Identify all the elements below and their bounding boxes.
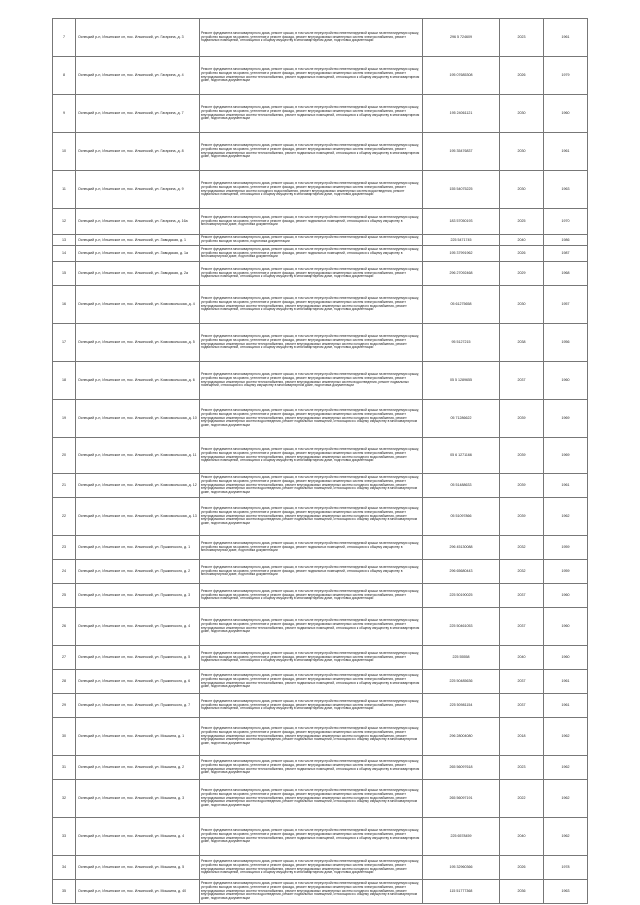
built-year-cell: 1961 — [544, 133, 588, 171]
address-cell: Оспецкий р-н, Ильинское сп, пос. Ильинский, ул. Комсомольская, д. 5 — [76, 324, 200, 362]
year-cell: 2032 — [500, 560, 544, 584]
year-cell: 2037 — [500, 362, 544, 400]
address-cell: Оспецкий р-н, Ильинское сп, пос. Ильинский, ул. Гагарина, д. 16а — [76, 209, 200, 235]
built-year-cell: 1956 — [544, 324, 588, 362]
works-cell: Ремонт фундамента многоквартирного дома, ремонт крыши, в том числе переустройство невентилируемой крыши на вентилируемую крышу, устройство выходов на кровлю, утепление и ремонт фасада, ремонт внутридомовых инженерных систем электроснабжения, ремонт внутридомовых инженерных систем теплоснабжения, ремонт подвальных помещений, относящихся к общему имуществу в многоквартирном доме, подготовка документации — [200, 95, 423, 133]
row-number: 17 — [53, 324, 76, 362]
table-body — [53, 19, 588, 904]
works-cell: Ремонт фундамента многоквартирного дома, ремонт крыши, в том числе переустройство невентилируемой крыши на вентилируемую крышу, устройство выходов на кровлю, утепление и ремонт фасада, ремонт внутридомовых инженерных систем электроснабжения, ремонт внутридомовых инженерных систем теплоснабжения, ремонт подвальных помещений, относящихся к общему имуществу в многоквартирном доме, подготовка документации — [200, 818, 423, 856]
table-row — [53, 880, 588, 904]
table-row — [53, 400, 588, 438]
table-row — [53, 324, 588, 362]
built-year-cell: 1961 — [544, 19, 588, 57]
works-cell: Ремонт фундамента многоквартирного дома, ремонт крыши, в том числе переустройство невентилируемой крыши на вентилируемую крышу, устройство выходов на кровлю, утепление и ремонт фасада, ремонт внутридомовых инженерных систем электроснабжения, ремонт внутридомовых инженерных систем теплоснабжения, ремонт внутридомовых инженерных систем водоотведения, ремонт подвальных помещений, относящихся к общему имуществу в многоквартирном доме, подготовка документации — [200, 362, 423, 400]
built-year-cell: 1979 — [544, 57, 588, 95]
address-cell: Оспецкий р-н, Ильинское сп, пос. Ильинский, ул. Мошкина, д. 2 — [76, 756, 200, 780]
cost-cell: 195 32960366 — [423, 856, 500, 880]
works-cell: Ремонт фундамента многоквартирного дома, ремонт крыши, в том числе переустройство невентилируемой крыши на вентилируемую крышу, устройство выходов на кровлю, утепление и ремонт фасада, ремонт внутридомовых инженерных систем электроснабжения, ремонт подвальных помещений, относящихся к общему имуществу в многоквартирном доме, подготовка документации — [200, 584, 423, 608]
address-cell: Оспецкий р-н, Ильинское сп, пос. Ильинский, ул. Гагарина, д. 4 — [76, 57, 200, 95]
row-number: 20 — [53, 438, 76, 474]
row-number: 31 — [53, 756, 76, 780]
address-cell: Оспецкий р-н, Ильинское сп, пос. Ильинский, ул. Пушкинского, д. 6 — [76, 670, 200, 694]
built-year-cell: 1961 — [544, 670, 588, 694]
works-cell: Ремонт фундамента многоквартирного дома, ремонт крыши, в том числе переустройство невентилируемой крыши на вентилируемую крышу, устройство выходов на кровлю, утепление и ремонт фасада, ремонт подвальных помещений, относящихся к общему имуществу в многоквартирном доме, подготовка документации — [200, 209, 423, 235]
table-row — [53, 262, 588, 286]
table-row — [53, 646, 588, 670]
year-cell: 2022 — [500, 780, 544, 818]
address-cell: Оспецкий р-н, Ильинское сп, пос. Ильинский, ул. Мошкина, д. 3 — [76, 780, 200, 818]
works-cell: Ремонт фундамента многоквартирного дома, ремонт крыши, в том числе переустройство невентилируемой крыши на вентилируемую крышу, устройство выходов на кровлю, утепление и ремонт фасада, ремонт внутридомовых инженерных систем электроснабжения, ремонт внутридомовых инженерных систем теплоснабжения, ремонт внутридомовых инженерных систем холодного водоснабжения, ремонт внутридомовых инженерных систем водоотведения, ремонт подвальных помещений, относящихся к общему имуществу в многоквартирном доме, подготовка документации — [200, 474, 423, 498]
address-cell: Оспецкий р-н, Ильинское сп, пос. Ильинский, ул. Пушкинского, д. 3 — [76, 584, 200, 608]
address-cell: Оспецкий р-н, Ильинское сп, пос. Ильинский, ул. Мошкина, д. 40 — [76, 880, 200, 904]
row-number: 11 — [53, 171, 76, 209]
cost-cell: 95 5127215 — [423, 324, 500, 362]
year-cell: 2039 — [500, 400, 544, 438]
built-year-cell: 1962 — [544, 780, 588, 818]
table-row — [53, 780, 588, 818]
year-cell: 2032 — [500, 536, 544, 560]
works-cell: Ремонт фундамента многоквартирного дома, ремонт крыши, в том числе переустройство невентилируемой крыши на вентилируемую крышу, устройство выходов на кровлю, утепление и ремонт фасада, ремонт подвальных помещений, относящихся к общему имуществу в многоквартирном доме, подготовка документации — [200, 536, 423, 560]
table-row — [53, 756, 588, 780]
cost-cell: 296 28004080 — [423, 718, 500, 756]
year-cell: 2026 — [500, 246, 544, 262]
works-cell: Ремонт фундамента многоквартирного дома, ремонт крыши, в том числе переустройство невентилируемой крыши на вентилируемую крышу, устройство выходов на кровлю, утепление и ремонт фасада, ремонт внутридомовых инженерных систем электроснабжения, ремонт внутридомовых инженерных систем холодного водоснабжения, ремонт внутридомовых инженерных систем водоотведения, ремонт подвальных помещений, относящихся к общему имуществу в многоквартирном доме, подготовка документации — [200, 171, 423, 209]
year-cell: 2018 — [500, 718, 544, 756]
row-number: 15 — [53, 262, 76, 286]
table-row — [53, 498, 588, 536]
table-row — [53, 133, 588, 171]
row-number: 32 — [53, 780, 76, 818]
cost-cell: 05 51097866 — [423, 498, 500, 536]
address-cell: Оспецкий р-н, Ильинское сп, пос. Ильинский, ул. Комсомольская, д. 12 — [76, 474, 200, 498]
address-cell: Оспецкий р-н, Ильинское сп, пос. Ильинский, ул. Комсомольская, д. 4 — [76, 286, 200, 324]
works-cell: Ремонт фундамента многоквартирного дома, ремонт крыши, в том числе переустройство невентилируемой крыши на вентилируемую крышу, устройство выходов на кровлю, утепление и ремонт фасада, ремонт подвальных помещений, относящихся к общему имуществу в многоквартирном доме, подготовка документации — [200, 560, 423, 584]
cost-cell: 225 6578459 — [423, 818, 500, 856]
cost-cell: 195 35476837 — [423, 133, 500, 171]
table-row — [53, 246, 588, 262]
table-row — [53, 57, 588, 95]
address-cell: Оспецкий р-н, Ильинское сп, пос. Ильинский, ул. Пушкинского, д. 1 — [76, 536, 200, 560]
address-cell: Оспецкий р-н, Ильинское сп, пос. Ильинский, ул. Пушкинского, д. 2 — [76, 560, 200, 584]
works-cell: Ремонт фундамента многоквартирного дома, ремонт крыши, в том числе переустройство невентилируемой крыши на вентилируемую крышу, устройство выходов на кровлю, утепление и ремонт фасада, ремонт внутридомовых инженерных систем электроснабжения, ремонт подвальных помещений, относящихся к общему имуществу в многоквартирном доме, подготовка документации — [200, 262, 423, 286]
built-year-cell: 1969 — [544, 438, 588, 474]
row-number: 8 — [53, 57, 76, 95]
address-cell: Оспецкий р-н, Ильинское сп, пос. Ильинский, ул. Гагарина, д. 9 — [76, 171, 200, 209]
year-cell: 2037 — [500, 584, 544, 608]
year-cell: 2036 — [500, 880, 544, 904]
year-cell: 2037 — [500, 694, 544, 718]
row-number: 28 — [53, 670, 76, 694]
row-number: 25 — [53, 584, 76, 608]
year-cell: 2039 — [500, 498, 544, 536]
cost-cell: 225 50485636 — [423, 670, 500, 694]
works-cell: Ремонт фундамента многоквартирного дома, ремонт крыши, в том числе переустройство невентилируемой крыши на вентилируемую крышу, устройство выходов на кровлю, утепление и ремонт фасада, ремонт внутридомовых инженерных систем электроснабжения, ремонт внутридомовых инженерных систем теплоснабжения, ремонт внутридомовых инженерных систем холодного водоснабжения, ремонт внутридомовых инженерных систем водоотведения, ремонт подвальных помещений, относящихся к общему имуществу в многоквартирном доме, подготовка документации — [200, 880, 423, 904]
cost-cell: 05 71286622 — [423, 400, 500, 438]
year-cell: 2023 — [500, 756, 544, 780]
cost-cell: 265 56097191 — [423, 780, 500, 818]
built-year-cell: 1959 — [544, 560, 588, 584]
row-number: 26 — [53, 608, 76, 646]
works-cell: Ремонт фундамента многоквартирного дома, ремонт крыши, в том числе переустройство невентилируемой крыши на вентилируемую крышу, устройство выходов на кровлю, утепление и ремонт фасада, ремонт внутридомовых инженерных систем электроснабжения, ремонт подвальных помещений, относящихся к общему имуществу в многоквартирном доме, подготовка документации — [200, 646, 423, 670]
built-year-cell: 1962 — [544, 718, 588, 756]
address-cell: Оспецкий р-н, Ильинское сп, пос. Ильинский, ул. Заводская, д. 1а — [76, 246, 200, 262]
year-cell: 2023 — [500, 19, 544, 57]
built-year-cell: 1962 — [544, 818, 588, 856]
table-row — [53, 856, 588, 880]
row-number: 27 — [53, 646, 76, 670]
cost-cell: 296 27092468 — [423, 262, 500, 286]
works-cell: Ремонт фундамента многоквартирного дома, ремонт крыши, в том числе переустройство невентилируемой крыши на вентилируемую крышу, устройство выходов на кровлю, утепление и ремонт фасада, ремонт внутридомовых инженерных систем электроснабжения, ремонт внутридомовых инженерных систем теплоснабжения, ремонт внутридомовых инженерных систем холодного водоснабжения, ремонт подвальных помещений, относящихся к общему имуществу в многоквартирном доме, подготовка документации — [200, 286, 423, 324]
table-row — [53, 536, 588, 560]
table-row — [53, 694, 588, 718]
row-number: 35 — [53, 880, 76, 904]
works-cell: Ремонт фундамента многоквартирного дома, ремонт крыши, в том числе переустройство невентилируемой крыши на вентилируемую крышу, устройство выходов на кровлю, утепление и ремонт фасада, ремонт внутридомовых инженерных систем электроснабжения, ремонт внутридомовых инженерных систем теплоснабжения, ремонт внутридомовых инженерных систем холодного водоснабжения, ремонт подвальных помещений, относящихся к общему имуществу в многоквартирном доме, подготовка документации — [200, 324, 423, 362]
cost-cell: 195 37991962 — [423, 246, 500, 262]
cost-cell: 225 50461053 — [423, 608, 500, 646]
address-cell: Оспецкий р-н, Ильинское сп, пос. Ильинский, ул. Мошкина, д. 4 — [76, 818, 200, 856]
built-year-cell: 1970 — [544, 209, 588, 235]
cost-cell: 155 54075225 — [423, 171, 500, 209]
cost-cell: 195 24061121 — [423, 95, 500, 133]
year-cell: 2040 — [500, 646, 544, 670]
address-cell: Оспецкий р-н, Ильинское сп, пос. Ильинский, ул. Комсомольская, д. 10 — [76, 400, 200, 438]
address-cell: Оспецкий р-н, Ильинское сп, пос. Ильинский, ул. Гагарина, д. 3 — [76, 19, 200, 57]
cost-cell: 195 07685308 — [423, 57, 500, 95]
cost-cell: 05 51488633 — [423, 474, 500, 498]
works-cell: Ремонт фундамента многоквартирного дома, ремонт крыши, в том числе переустройство невентилируемой крыши на вентилируемую крышу, устройство выходов на кровлю, утепление и ремонт фасада, ремонт внутридомовых инженерных систем электроснабжения, ремонт внутридомовых инженерных систем теплоснабжения, ремонт внутридомовых инженерных систем холодного водоснабжения, ремонт внутридомовых инженерных систем водоотведения, ремонт подвальных помещений, относящихся к общему имуществу в многоквартирном доме, подготовка документации — [200, 400, 423, 438]
row-number: 13 — [53, 235, 76, 246]
cost-cell: 296 5 724609 — [423, 19, 500, 57]
row-number: 18 — [53, 362, 76, 400]
table-row — [53, 560, 588, 584]
row-number: 22 — [53, 498, 76, 536]
address-cell: Оспецкий р-н, Ильинское сп, пос. Ильинский, ул. Гагарина, д. 7 — [76, 95, 200, 133]
address-cell: Оспецкий р-н, Ильинское сп, пос. Ильинский, ул. Комсомольская, д. 6 — [76, 362, 200, 400]
table-row — [53, 171, 588, 209]
built-year-cell: 1960 — [544, 584, 588, 608]
row-number: 16 — [53, 286, 76, 324]
cost-cell: 05 5 1289655 — [423, 362, 500, 400]
built-year-cell: 1978 — [544, 856, 588, 880]
built-year-cell: 1968 — [544, 262, 588, 286]
table-row — [53, 670, 588, 694]
built-year-cell: 1957 — [544, 286, 588, 324]
year-cell: 2030 — [500, 95, 544, 133]
table-row — [53, 584, 588, 608]
cost-cell: 225 50981154 — [423, 694, 500, 718]
cost-cell: 05 6 1271166 — [423, 438, 500, 474]
table-row — [53, 438, 588, 474]
works-cell: Ремонт фундамента многоквартирного дома, ремонт крыши, в том числе переустройство невентилируемой крыши на вентилируемую крышу, устройство выходов на кровлю, утепление и ремонт фасада, ремонт внутридомовых инженерных систем электроснабжения, ремонт внутридомовых инженерных систем теплоснабжения, ремонт подвальных помещений, относящихся к общему имуществу в многоквартирном доме, подготовка документации — [200, 133, 423, 171]
document-page — [52, 18, 587, 904]
address-cell: Оспецкий р-н, Ильинское сп, пос. Ильинский, ул. Мошкина, д. 5 — [76, 856, 200, 880]
year-cell: 2025 — [500, 209, 544, 235]
year-cell: 2029 — [500, 262, 544, 286]
year-cell: 2040 — [500, 818, 544, 856]
cost-cell: 296 65680443 — [423, 560, 500, 584]
address-cell: Оспецкий р-н, Ильинское сп, пос. Ильинский, ул. Заводская, д. 2а — [76, 262, 200, 286]
year-cell: 2039 — [500, 474, 544, 498]
table-row — [53, 818, 588, 856]
works-cell: Ремонт фундамента многоквартирного дома, ремонт крыши, в том числе переустройство невентилируемой крыши на вентилируемую крышу, устройство выходов на кровлю, утепление и ремонт фасада, ремонт внутридомовых инженерных систем электроснабжения, ремонт внутридомовых инженерных систем теплоснабжения, ремонт подвальных помещений, относящихся к общему имуществу в многоквартирном доме, подготовка документации — [200, 670, 423, 694]
address-cell: Оспецкий р-н, Ильинское сп, пос. Ильинский, ул. Заводская, д. 1 — [76, 235, 200, 246]
row-number: 34 — [53, 856, 76, 880]
row-number: 24 — [53, 560, 76, 584]
cost-cell: 183 57050193 — [423, 209, 500, 235]
table-row — [53, 235, 588, 246]
year-cell: 2037 — [500, 670, 544, 694]
year-cell: 2026 — [500, 856, 544, 880]
works-cell: Ремонт фундамента многоквартирного дома, ремонт крыши, в том числе переустройство невентилируемой крыши на вентилируемую крышу, устройство выходов на кровлю, утепление и ремонт фасада, ремонт подвальных помещений, относящихся к общему имуществу в многоквартирном доме, подготовка документации — [200, 246, 423, 262]
address-cell: Оспецкий р-н, Ильинское сп, пос. Ильинский, ул. Пушкинского, д. 5 — [76, 646, 200, 670]
built-year-cell: 1960 — [544, 608, 588, 646]
year-cell: 2037 — [500, 608, 544, 646]
table-row — [53, 19, 588, 57]
works-cell: Ремонт фундамента многоквартирного дома, ремонт крыши, в том числе переустройство невентилируемой крыши на вентилируемую крышу, устройство выходов на кровлю, утепление и ремонт фасада, ремонт внутридомовых инженерных систем электроснабжения, ремонт внутридомовых инженерных систем теплоснабжения, ремонт подвальных помещений, относящихся к общему имуществу в многоквартирном доме, подготовка документации — [200, 608, 423, 646]
row-number: 9 — [53, 95, 76, 133]
cost-cell: 225 55558 — [423, 646, 500, 670]
built-year-cell: 1960 — [544, 362, 588, 400]
works-cell: Ремонт фундамента многоквартирного дома, ремонт крыши, в том числе переустройство невентилируемой крыши на вентилируемую крышу, устройство выходов на кровлю, утепление и ремонт фасада, ремонт внутридомовых инженерных систем электроснабжения, ремонт внутридомовых инженерных систем теплоснабжения, ремонт внутридомовых инженерных систем холодного водоснабжения, ремонт подвальных помещений, относящихся к общему имуществу в многоквартирном доме, подготовка документации — [200, 856, 423, 880]
works-cell: Ремонт фундамента многоквартирного дома, ремонт крыши, в том числе переустройство невентилируемой крыши на вентилируемую крышу, устройство выходов на кровлю, утепление и ремонт фасада, ремонт внутридомовых инженерных систем электроснабжения, ремонт внутридомовых инженерных систем теплоснабжения, ремонт внутридомовых инженерных систем холодного водоснабжения, ремонт внутридомовых инженерных систем водоотведения, ремонт подвальных помещений, относящихся к общему имуществу в многоквартирном доме, подготовка документации — [200, 498, 423, 536]
built-year-cell: 1987 — [544, 246, 588, 262]
row-number: 23 — [53, 536, 76, 560]
year-cell: 2038 — [500, 324, 544, 362]
table-row — [53, 286, 588, 324]
year-cell: 2040 — [500, 235, 544, 246]
row-number: 29 — [53, 694, 76, 718]
works-cell: Ремонт фундамента многоквартирного дома, ремонт крыши, в том числе переустройство невентилируемой крыши на вентилируемую крышу, устройство выходов на кровлю, утепление и ремонт фасада, ремонт внутридомовых инженерных систем электроснабжения, ремонт внутридомовых инженерных систем теплоснабжения, ремонт внутридомовых инженерных систем холодного водоснабжения, ремонт подвальных помещений, относящихся к общему имуществу в многоквартирном доме, подготовка документации — [200, 438, 423, 474]
table-row — [53, 608, 588, 646]
works-cell: Ремонт фундамента многоквартирного дома, ремонт крыши, в том числе переустройство невентилируемой крыши на вентилируемую крышу, устройство выходов на кровлю, утепление и ремонт фасада, ремонт внутридомовых инженерных систем электроснабжения, ремонт внутридомовых инженерных систем теплоснабжения, ремонт подвальных помещений, относящихся к общему имуществу в многоквартирном доме, подготовка документации — [200, 57, 423, 95]
built-year-cell: 1963 — [544, 880, 588, 904]
works-cell: Ремонт фундамента многоквартирного дома, ремонт крыши, в том числе переустройство невентилируемой крыши на вентилируемую крышу, устройство выходов на кровлю, утепление и ремонт фасада, ремонт внутридомовых инженерных систем электроснабжения, ремонт подвальных помещений, относящихся к общему имуществу в многоквартирном доме, подготовка документации — [200, 19, 423, 57]
works-cell: Ремонт фундамента многоквартирного дома, ремонт крыши, в том числе переустройство невентилируемой крыши на вентилируемую крышу, устройство выходов на кровлю, утепление и ремонт фасада, ремонт внутридомовых инженерных систем электроснабжения, ремонт подвальных помещений, относящихся к общему имуществу в многоквартирном доме, подготовка документации — [200, 694, 423, 718]
built-year-cell: 1960 — [544, 646, 588, 670]
year-cell: 2030 — [500, 133, 544, 171]
row-number: 10 — [53, 133, 76, 171]
row-number: 33 — [53, 818, 76, 856]
year-cell: 2030 — [500, 286, 544, 324]
year-cell: 2026 — [500, 57, 544, 95]
built-year-cell: 1961 — [544, 474, 588, 498]
cost-cell: 265 56097618 — [423, 756, 500, 780]
built-year-cell: 1959 — [544, 536, 588, 560]
works-cell: Ремонт фундамента многоквартирного дома, ремонт крыши, в том числе переустройство невентилируемой крыши на вентилируемую крышу, устройство выходов на кровлю, подготовка документации — [200, 235, 423, 246]
built-year-cell: 1962 — [544, 498, 588, 536]
cost-cell: 05 61275658 — [423, 286, 500, 324]
address-cell: Оспецкий р-н, Ильинское сп, пос. Ильинский, ул. Пушкинского, д. 7 — [76, 694, 200, 718]
row-number: 12 — [53, 209, 76, 235]
table-row — [53, 209, 588, 235]
address-cell: Оспецкий р-н, Ильинское сп, пос. Ильинский, ул. Комсомольская, д. 13 — [76, 498, 200, 536]
address-cell: Оспецкий р-н, Ильинское сп, пос. Ильинский, ул. Гагарина, д. 8 — [76, 133, 200, 171]
address-cell: Оспецкий р-н, Ильинское сп, пос. Ильинский, ул. Комсомольская, д. 11 — [76, 438, 200, 474]
address-cell: Оспецкий р-н, Ильинское сп, пос. Ильинский, ул. Пушкинского, д. 4 — [76, 608, 200, 646]
table-row — [53, 362, 588, 400]
cost-cell: 115 51777368 — [423, 880, 500, 904]
row-number: 14 — [53, 246, 76, 262]
row-number: 7 — [53, 19, 76, 57]
year-cell: 2030 — [500, 171, 544, 209]
row-number: 21 — [53, 474, 76, 498]
works-cell: Ремонт фундамента многоквартирного дома, ремонт крыши, в том числе переустройство невентилируемой крыши на вентилируемую крышу, устройство выходов на кровлю, утепление и ремонт фасада, ремонт внутридомовых инженерных систем электроснабжения, ремонт внутридомовых инженерных систем теплоснабжения, ремонт внутридомовых инженерных систем холодного водоснабжения, ремонт внутридомовых инженерных систем водоотведения, ремонт подвальных помещений, относящихся к общему имуществу в многоквартирном доме, подготовка документации — [200, 780, 423, 818]
row-number: 19 — [53, 400, 76, 438]
built-year-cell: 1962 — [544, 756, 588, 780]
built-year-cell: 1963 — [544, 171, 588, 209]
built-year-cell: 1961 — [544, 694, 588, 718]
built-year-cell: 1969 — [544, 400, 588, 438]
works-cell: Ремонт фундамента многоквартирного дома, ремонт крыши, в том числе переустройство невентилируемой крыши на вентилируемую крышу, устройство выходов на кровлю, утепление и ремонт фасада, ремонт внутридомовых инженерных систем электроснабжения, ремонт внутридомовых инженерных систем теплоснабжения, ремонт подвальных помещений, относящихся к общему имуществу в многоквартирном доме, подготовка документации — [200, 756, 423, 780]
cost-cell: 225 5471745 — [423, 235, 500, 246]
built-year-cell: 1960 — [544, 95, 588, 133]
built-year-cell: 1986 — [544, 235, 588, 246]
capital-repair-table — [52, 18, 588, 904]
address-cell: Оспецкий р-н, Ильинское сп, пос. Ильинский, ул. Мошкина, д. 1 — [76, 718, 200, 756]
row-number: 30 — [53, 718, 76, 756]
cost-cell: 296 45130088 — [423, 536, 500, 560]
table-row — [53, 95, 588, 133]
works-cell: Ремонт фундамента многоквартирного дома, ремонт крыши, в том числе переустройство невентилируемой крыши на вентилируемую крышу, устройство выходов на кровлю, утепление и ремонт фасада, ремонт внутридомовых инженерных систем электроснабжения, ремонт внутридомовых инженерных систем теплоснабжения, ремонт внутридомовых инженерных систем холодного водоснабжения, ремонт внутридомовых инженерных систем водоотведения, ремонт подвальных помещений, относящихся к общему имуществу в многоквартирном доме, подготовка документации — [200, 718, 423, 756]
table-row — [53, 718, 588, 756]
cost-cell: 225 50190025 — [423, 584, 500, 608]
year-cell: 2039 — [500, 438, 544, 474]
table-row — [53, 474, 588, 498]
